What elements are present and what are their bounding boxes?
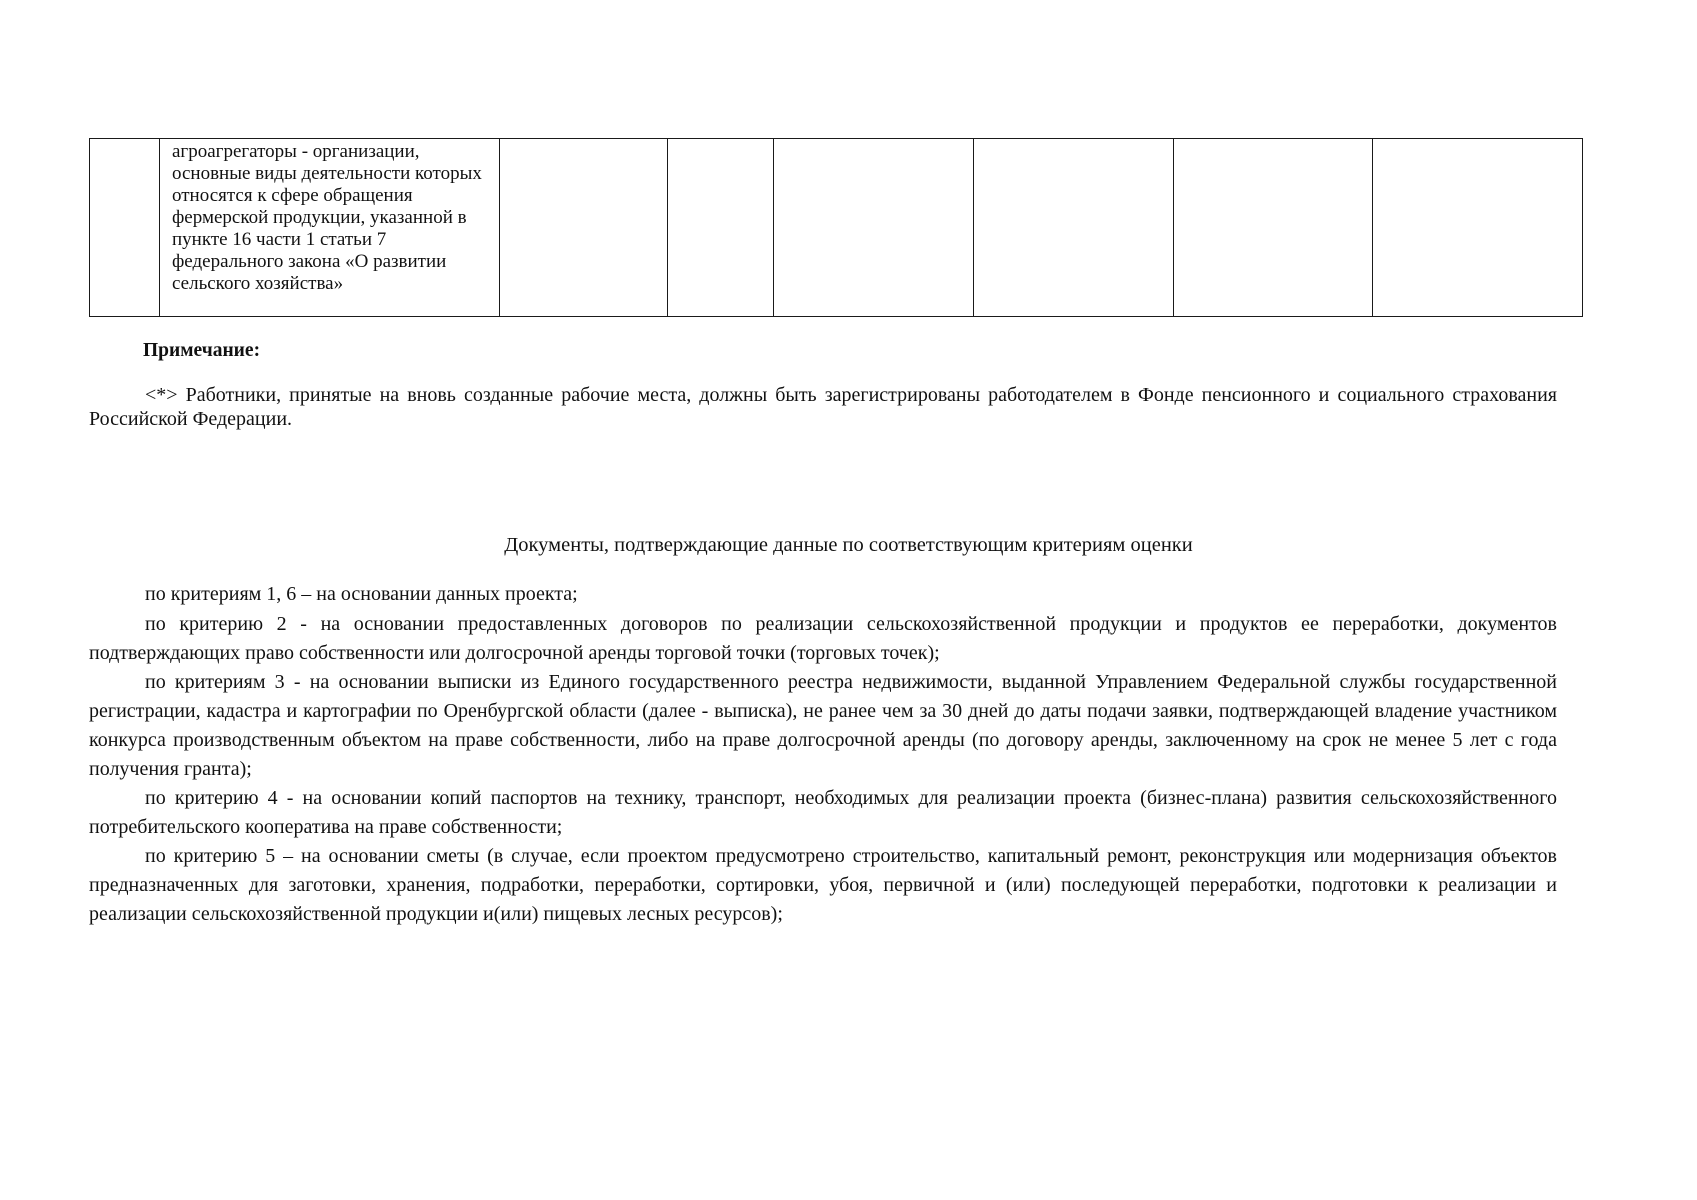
table-row <box>90 139 1583 317</box>
criterion-paragraph: по критериям 3 - на основании выписки из Единого государственного реестра недвижимости, выданной Управлением Федеральной службы государственной регистрации, кадастра и картографии по Оренбургской области (далее - выписка), не ранее чем за 30 дней до даты подачи заявки, подтверждающей владение участником конкурса производственным объектом на праве собственности, либо на праве долгосрочной аренды (по договору аренды, заключенному на срок не менее 5 лет с года получения гранта); <box>89 671 1557 780</box>
documents-heading: Документы, подтверждающие данные по соответствующим критериям оценки <box>504 534 1193 556</box>
table-cell <box>1373 139 1583 317</box>
table-cell <box>500 139 668 317</box>
table-cell-description: агроагрегаторы - организации, основные виды деятельности которых относятся к сфере обращения фермерской продукции, указанной в пункте 16 части 1 статьи 7 федерального закона «О развитии сельского хозяйства» <box>160 139 500 317</box>
table-cell-number <box>90 139 160 317</box>
table-cell <box>1174 139 1373 317</box>
table-cell <box>668 139 774 317</box>
criteria-table <box>89 138 1583 317</box>
criterion-paragraph: по критериям 1, 6 – на основании данных проекта; <box>145 583 578 605</box>
table-cell <box>974 139 1174 317</box>
criterion-paragraph: по критерию 2 - на основании предоставленных договоров по реализации сельскохозяйственной продукции и продуктов ее переработки, документов подтверждающих право собственности или долгосрочной аренды торговой точки (торговых точек); <box>89 613 1557 664</box>
note-title: Примечание: <box>143 340 261 361</box>
table-cell <box>774 139 974 317</box>
criterion-paragraph: по критерию 5 – на основании сметы (в случае, если проектом предусмотрено строительство, капитальный ремонт, реконструкция или модернизация объектов предназначенных для заготовки, хранения, подработки, переработки, сортировки, убоя, первичной и (или) последующей переработки, подготовки к реализации и реализации сельскохозяйственной продукции и(или) пищевых лесных ресурсов); <box>89 845 1557 925</box>
criterion-paragraph: по критерию 4 - на основании копий паспортов на технику, транспорт, необходимых для реализации проекта (бизнес-плана) развития сельскохозяйственного потребительского кооператива на праве собственности; <box>89 787 1557 838</box>
note-footnote: <*> Работники, принятые на вновь созданные рабочие места, должны быть зарегистрированы работодателем в Фонде пенсионного и социального страхования Российской Федерации. <box>89 384 1557 430</box>
